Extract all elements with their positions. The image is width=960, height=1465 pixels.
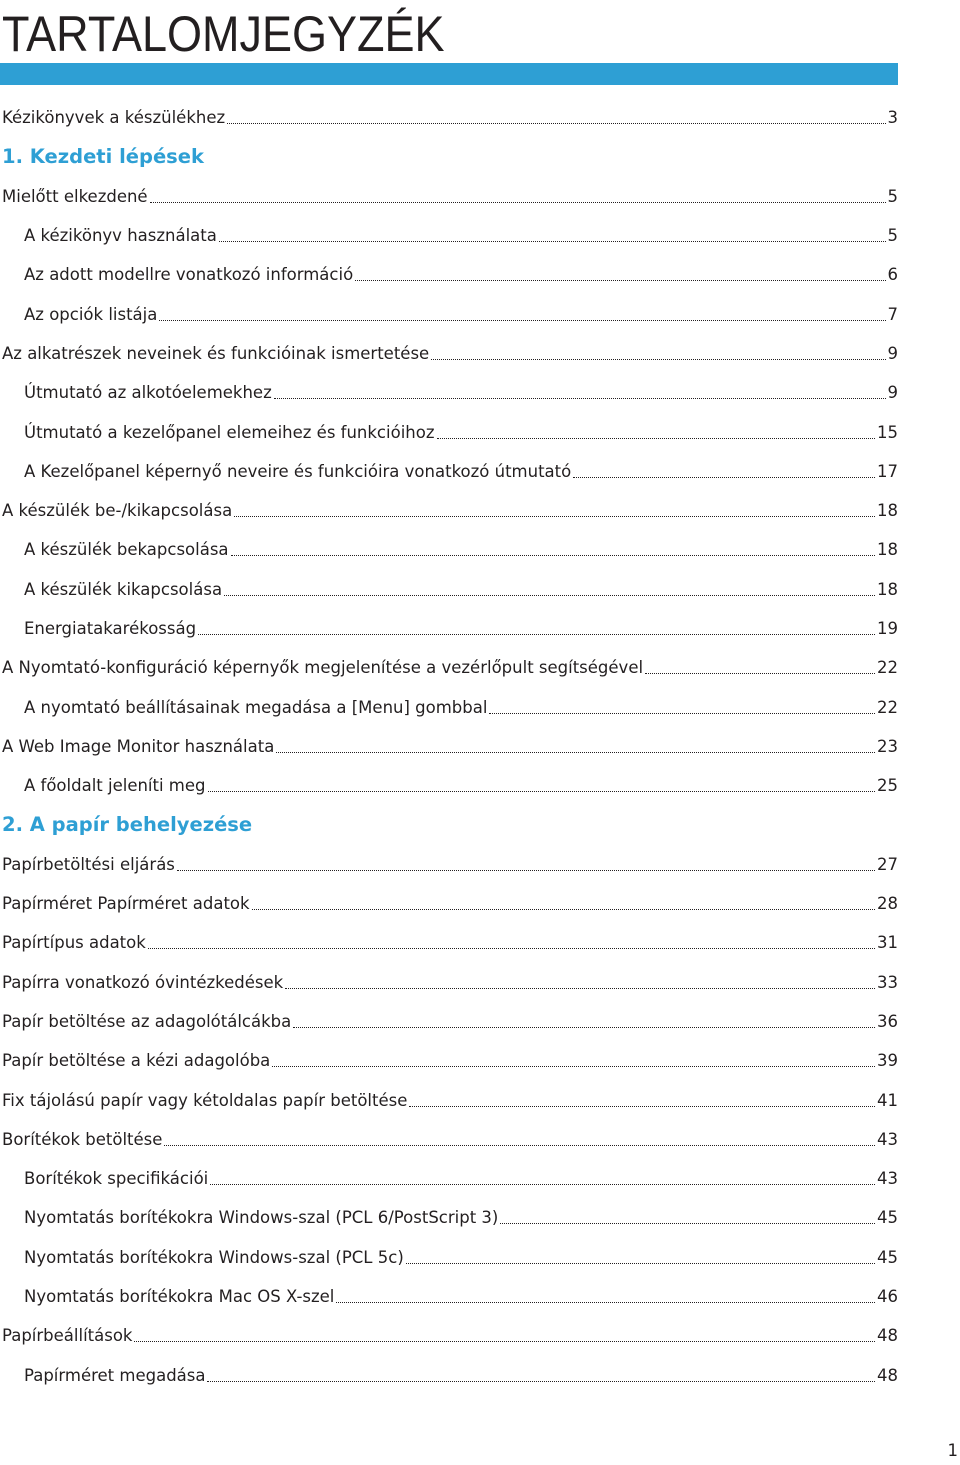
toc-page-number: 7 <box>887 304 898 324</box>
toc-entry[interactable] <box>0 1120 898 1159</box>
toc-entry-title: Útmutató a kezelőpanel elemeihez és funkcióihoz <box>24 422 435 442</box>
dot-leader <box>336 1302 875 1303</box>
toc-chapter-heading[interactable] <box>0 805 898 844</box>
toc-page-number: 27 <box>877 854 898 874</box>
dot-leader <box>150 202 886 203</box>
toc-entry-title: A főoldalt jeleníti meg <box>24 776 206 796</box>
table-of-contents <box>0 98 898 1395</box>
toc-page-number: 46 <box>877 1287 898 1307</box>
toc-entry[interactable] <box>0 687 898 726</box>
dot-leader <box>573 477 875 478</box>
dot-leader <box>252 909 875 910</box>
dot-leader <box>489 713 875 714</box>
toc-entry[interactable] <box>0 1277 898 1316</box>
toc-page-number: 17 <box>877 461 898 481</box>
toc-page-number: 45 <box>877 1208 898 1228</box>
dot-leader <box>134 1341 875 1342</box>
toc-entry-title: A készülék be-/kikapcsolása <box>2 501 233 521</box>
toc-entry[interactable] <box>0 294 898 333</box>
toc-page-number: 48 <box>877 1365 898 1385</box>
toc-entry[interactable] <box>0 1198 898 1237</box>
toc-page-number: 23 <box>877 736 898 756</box>
toc-page-number: 39 <box>877 1051 898 1071</box>
toc-entry[interactable] <box>0 845 898 884</box>
page-number: 1 <box>947 1441 958 1460</box>
dot-leader <box>177 870 875 871</box>
dot-leader <box>409 1106 875 1107</box>
dot-leader <box>159 320 885 321</box>
toc-entry-title: Papírméret Papírméret adatok <box>2 894 250 914</box>
toc-page-number: 22 <box>877 658 898 678</box>
toc-entry-title: Papír betöltése a kézi adagolóba <box>2 1051 271 1071</box>
toc-page-number: 22 <box>877 697 898 717</box>
dot-leader <box>293 1027 875 1028</box>
toc-entry-title: Papírbeállítások <box>2 1326 133 1346</box>
toc-entry-title: A Web Image Monitor használata <box>2 736 275 756</box>
dot-leader <box>272 1066 875 1067</box>
toc-entry-title: Nyomtatás borítékokra Windows-szal (PCL 5c) <box>24 1247 404 1267</box>
page-title: TARTALOMJEGYZÉK <box>2 6 445 62</box>
toc-entry[interactable] <box>0 570 898 609</box>
toc-entry-title: A Kezelőpanel képernyő neveire és funkcióira vonatkozó útmutató <box>24 461 572 481</box>
toc-page-number: 45 <box>877 1247 898 1267</box>
toc-entry-title: A készülék bekapcsolása <box>24 540 229 560</box>
toc-entry[interactable] <box>0 255 898 294</box>
dot-leader <box>500 1223 875 1224</box>
toc-page-number: 31 <box>877 933 898 953</box>
toc-page-number: 19 <box>877 619 898 638</box>
dot-leader <box>148 948 875 949</box>
toc-entry[interactable] <box>0 1080 898 1119</box>
dot-leader <box>208 791 875 792</box>
toc-entry-title: Az alkatrészek neveinek és funkcióinak ismertetése <box>2 343 430 363</box>
toc-entry[interactable] <box>0 1159 898 1198</box>
toc-entry-title: Borítékok specifikációi <box>24 1169 209 1189</box>
toc-entry-title: Mielőtt elkezdené <box>2 186 148 206</box>
toc-page-number: 3 <box>887 108 898 128</box>
dot-leader <box>231 555 875 556</box>
toc-entry-title: Papírbetöltési eljárás <box>2 854 175 874</box>
toc-entry-title: Energiatakarékosság <box>24 619 197 638</box>
dot-leader <box>276 752 875 753</box>
toc-entry-title: Papír betöltése az adagolótálcákba <box>2 1011 292 1031</box>
toc-entry[interactable] <box>0 963 898 1002</box>
toc-entry[interactable] <box>0 923 898 962</box>
toc-entry-title: A készülék kikapcsolása <box>24 579 223 599</box>
dot-leader <box>198 634 875 635</box>
dot-leader <box>164 1145 875 1146</box>
toc-entry-title: A kézikönyv használata <box>24 226 217 246</box>
toc-entry-title: 2. A papír behelyezése <box>2 813 253 837</box>
toc-entry[interactable] <box>0 491 898 530</box>
toc-entry[interactable] <box>0 1238 898 1277</box>
dot-leader <box>285 988 875 989</box>
dot-leader <box>437 438 876 439</box>
toc-page-number: 43 <box>877 1129 898 1149</box>
toc-page-number: 9 <box>887 343 898 363</box>
toc-page-number: 41 <box>877 1090 898 1110</box>
toc-entry[interactable] <box>0 177 898 216</box>
toc-entry[interactable] <box>0 1316 898 1355</box>
toc-entry[interactable] <box>0 727 898 766</box>
toc-page-number: 18 <box>877 540 898 560</box>
toc-entry[interactable] <box>0 648 898 687</box>
toc-entry[interactable] <box>0 884 898 923</box>
toc-entry-title: Papírméret megadása <box>24 1365 206 1385</box>
toc-entry-title: A nyomtató beállításainak megadása a [Menu] gombbal <box>24 697 488 717</box>
toc-entry[interactable] <box>0 452 898 491</box>
toc-entry[interactable] <box>0 1002 898 1041</box>
dot-leader <box>227 123 885 124</box>
dot-leader <box>355 280 885 281</box>
dot-leader <box>234 516 875 517</box>
toc-entry-title: Papírtípus adatok <box>2 933 146 953</box>
dot-leader <box>274 398 886 399</box>
toc-entry-title: Nyomtatás borítékokra Windows-szal (PCL 6/PostScript 3) <box>24 1208 499 1228</box>
toc-page-number: 5 <box>887 226 898 246</box>
dot-leader <box>219 241 886 242</box>
dot-leader <box>645 673 875 674</box>
toc-page-number: 36 <box>877 1011 898 1031</box>
toc-entry-title: 1. Kezdeti lépések <box>2 145 204 169</box>
toc-entry-title: Az opciók listája <box>24 304 158 324</box>
toc-entry-title: Fix tájolású papír vagy kétoldalas papír betöltése <box>2 1090 408 1110</box>
toc-entry-title: Kézikönyvek a készülékhez <box>2 108 226 128</box>
toc-page-number: 5 <box>887 186 898 206</box>
toc-page-number: 6 <box>887 265 898 285</box>
toc-entry[interactable] <box>0 1356 898 1395</box>
toc-entry-title: Nyomtatás borítékokra Mac OS X-szel <box>24 1287 335 1307</box>
toc-page-number: 9 <box>887 383 898 403</box>
dot-leader <box>224 595 875 596</box>
toc-entry[interactable] <box>0 334 898 373</box>
toc-entry[interactable] <box>0 1041 898 1080</box>
toc-page-number: 48 <box>877 1326 898 1346</box>
toc-page-number: 33 <box>877 972 898 992</box>
toc-entry-title: Borítékok betöltése <box>2 1129 163 1149</box>
toc-page-number: 43 <box>877 1169 898 1189</box>
toc-entry[interactable] <box>0 530 898 569</box>
toc-entry[interactable] <box>0 609 898 648</box>
toc-entry[interactable] <box>0 216 898 255</box>
toc-page-number: 28 <box>877 894 898 914</box>
toc-page-number: 15 <box>877 422 898 442</box>
toc-entry[interactable] <box>0 412 898 451</box>
toc-page-number: 18 <box>877 579 898 599</box>
dot-leader <box>431 359 885 360</box>
toc-entry[interactable] <box>0 373 898 412</box>
toc-entry-title: A Nyomtató-konfiguráció képernyők megjelenítése a vezérlőpult segítségével <box>2 658 644 678</box>
title-rule <box>0 63 898 85</box>
toc-entry-title: Útmutató az alkotóelemekhez <box>24 383 272 403</box>
toc-page-number: 18 <box>877 501 898 521</box>
toc-entry-title: Az adott modellre vonatkozó információ <box>24 265 354 285</box>
dot-leader <box>207 1381 875 1382</box>
toc-page-number: 25 <box>877 776 898 796</box>
toc-chapter-heading[interactable] <box>0 137 898 176</box>
dot-leader <box>406 1263 875 1264</box>
dot-leader <box>210 1184 875 1185</box>
toc-entry-title: Papírra vonatkozó óvintézkedések <box>2 972 284 992</box>
toc-entry[interactable] <box>0 766 898 805</box>
toc-entry[interactable] <box>0 98 898 137</box>
